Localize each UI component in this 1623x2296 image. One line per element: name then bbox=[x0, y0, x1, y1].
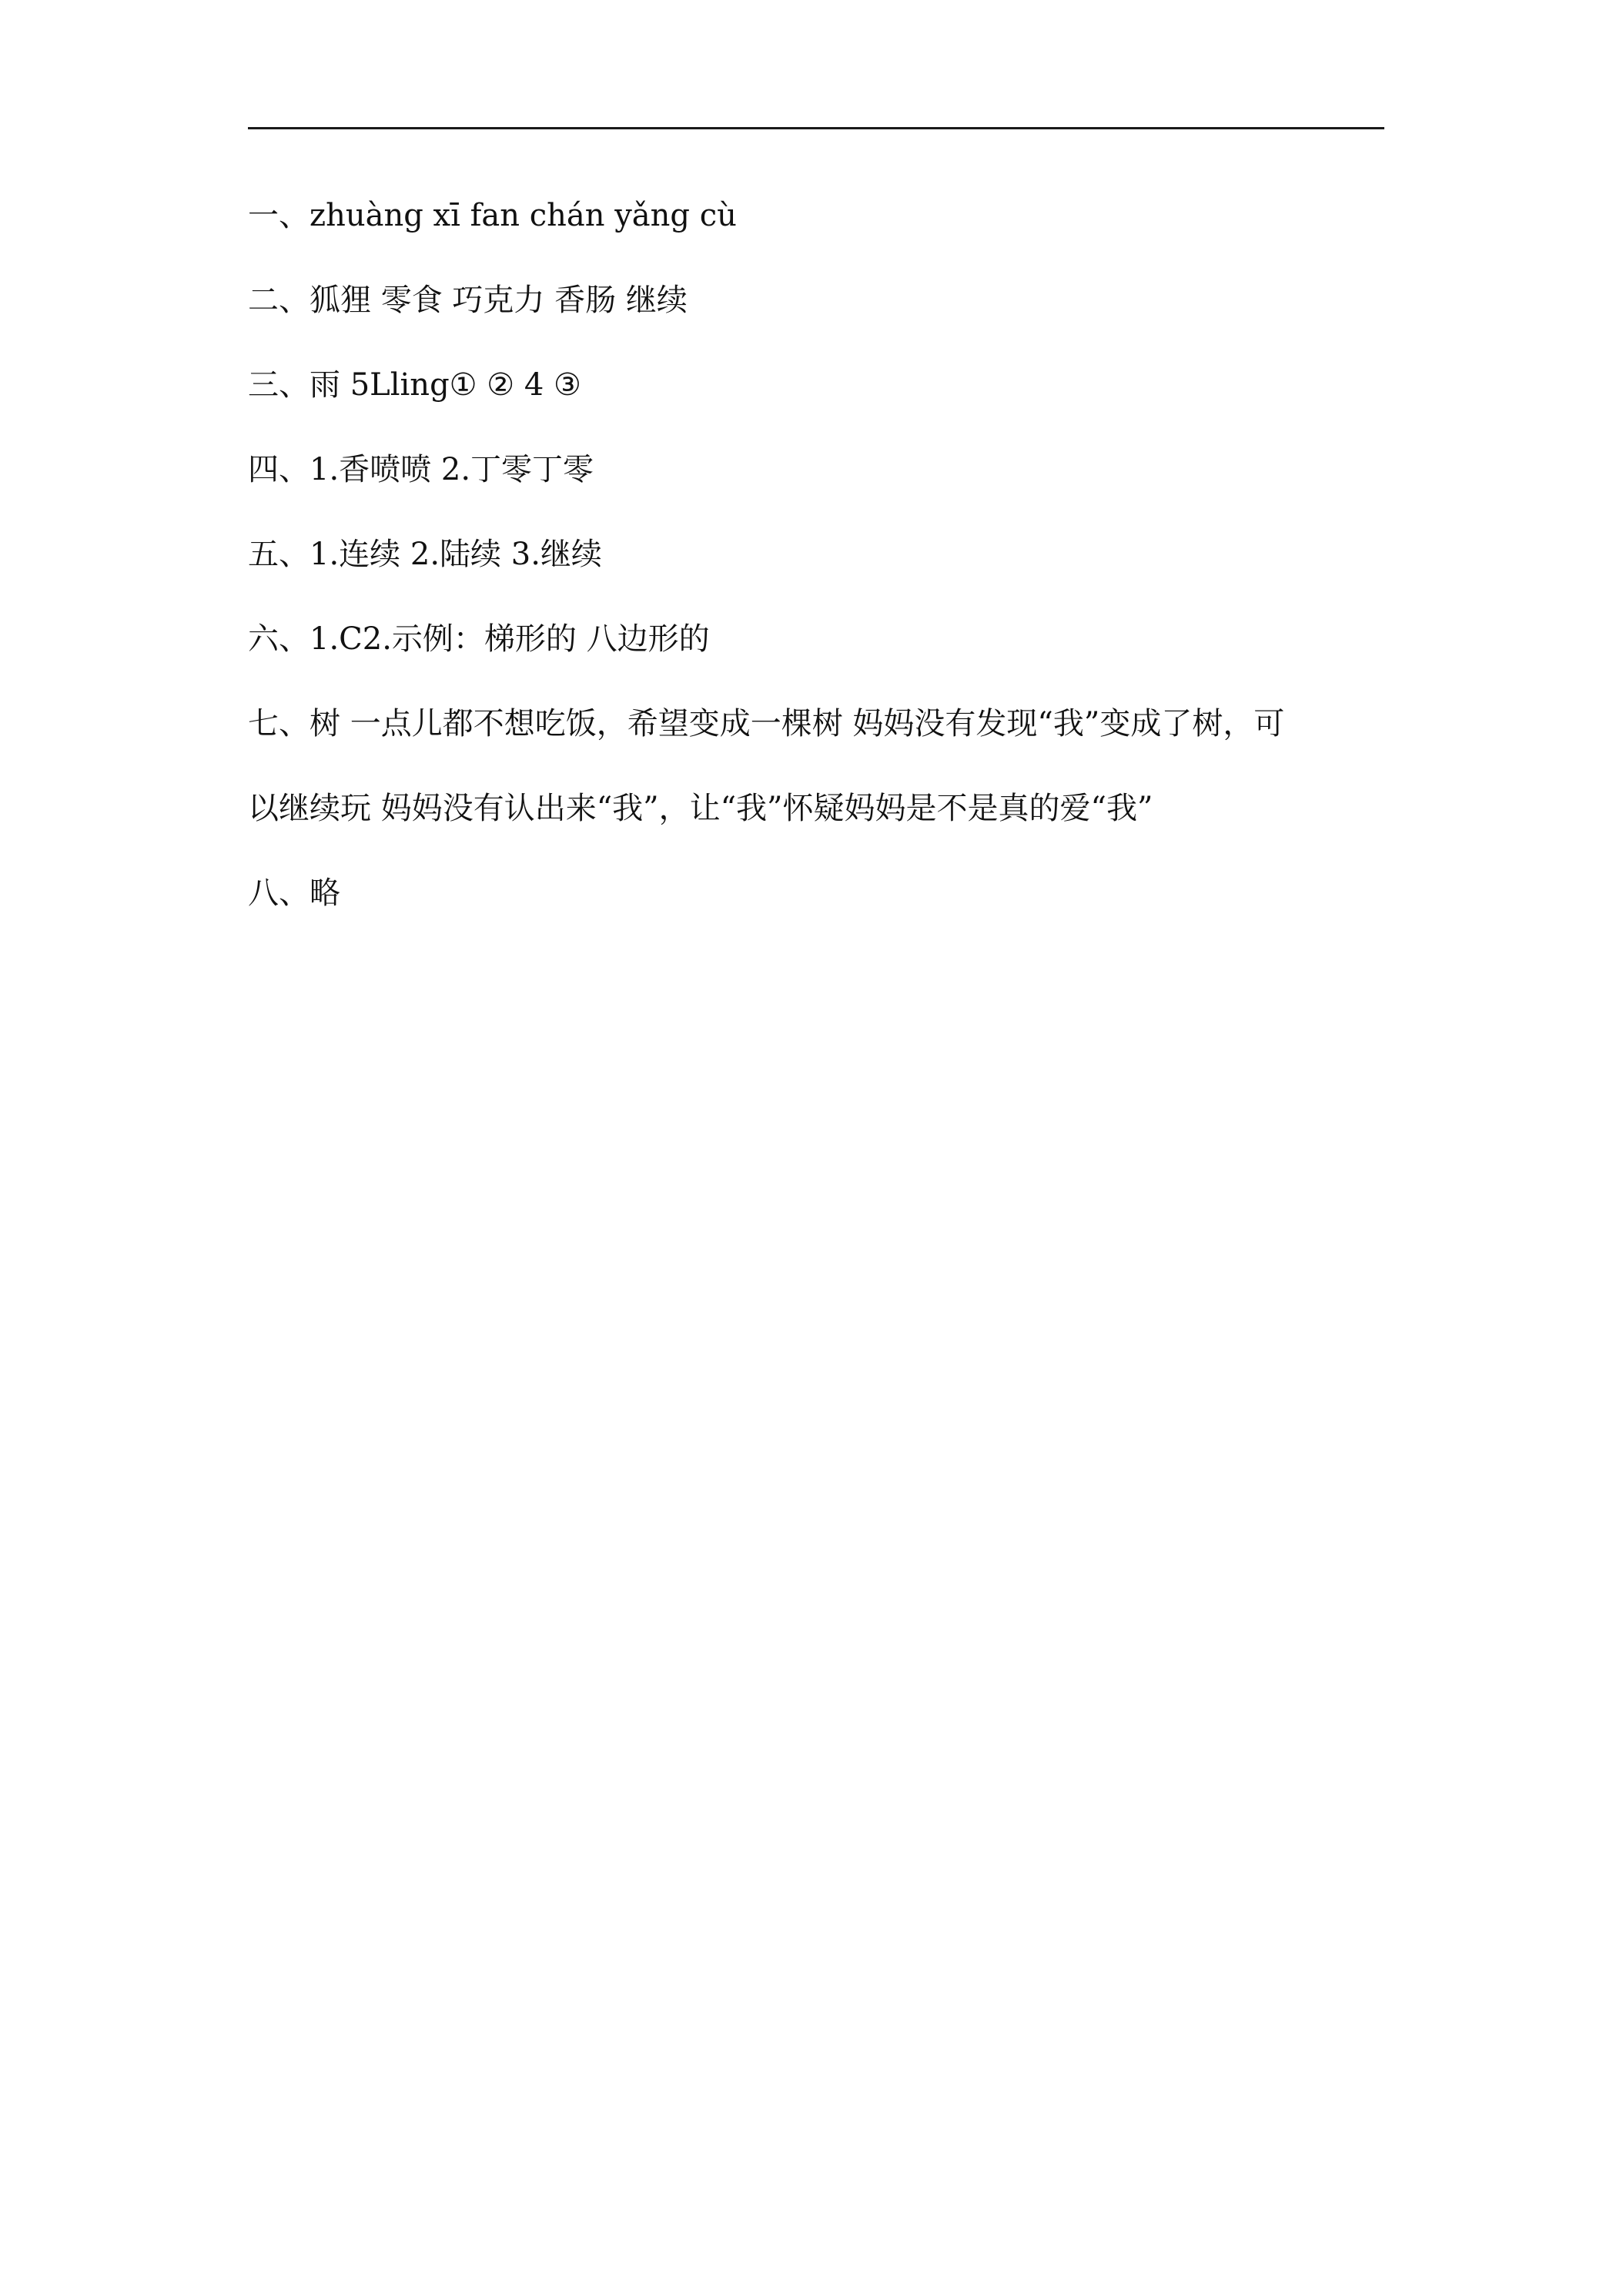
answer-5: 五、1.连续 2.陆续 3.继续 bbox=[248, 537, 602, 572]
header-rule bbox=[248, 127, 1384, 129]
answer-7-line-1: 七、树 一点儿都不想吃饭，希望变成一棵树 妈妈没有发现“我”变成了树，可 bbox=[248, 706, 1285, 741]
answer-2: 二、狐狸 零食 巧克力 香肠 继续 bbox=[248, 283, 688, 318]
answer-8: 八、略 bbox=[248, 875, 340, 911]
answer-3: 三、雨 5Lling① ② 4 ③ bbox=[248, 367, 581, 403]
answer-4: 四、1.香喷喷 2.丁零丁零 bbox=[248, 452, 594, 487]
answer-7-line-2: 以继续玩 妈妈没有认出来“我”，让“我”怀疑妈妈是不是真的爱“我” bbox=[248, 791, 1153, 826]
answer-1: 一、zhuàng xī fan chán yǎng cù bbox=[248, 198, 737, 233]
answer-6: 六、1.C2.示例：梯形的 八边形的 bbox=[248, 621, 710, 657]
